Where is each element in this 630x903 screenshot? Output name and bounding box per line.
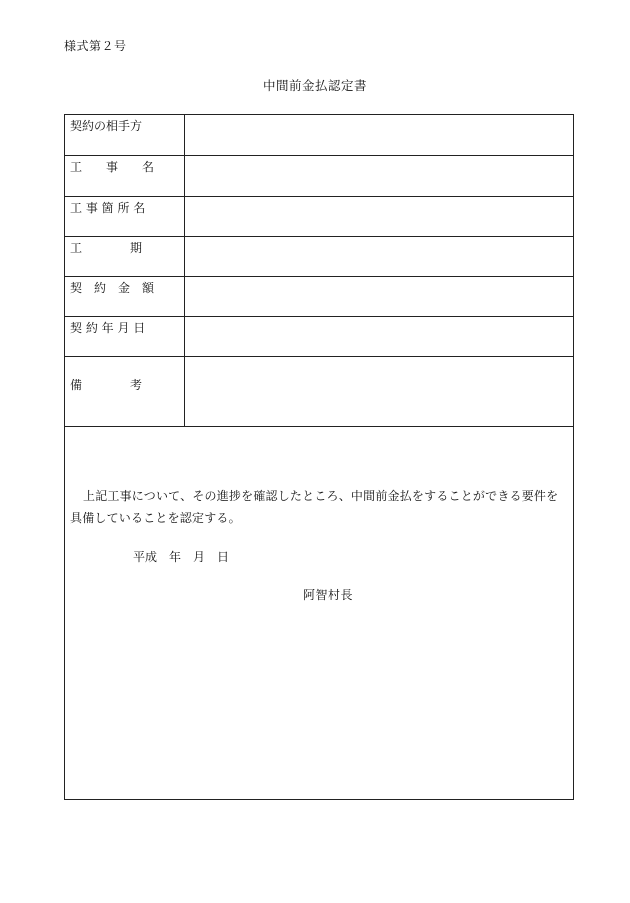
field-label-cell (65, 276, 184, 316)
certification-statement: 上記工事について、その進捗を確認したところ、中間前金払をすることができる要件を具備していることを認定する。 (70, 489, 559, 525)
field-value-cell[interactable] (184, 276, 573, 316)
field-row-project-location (65, 196, 573, 236)
field-label-remarks: 備 考 (70, 377, 143, 392)
field-row-contractor (65, 115, 573, 155)
field-label-cell (65, 196, 184, 236)
form-number: 様式第２号 (64, 39, 127, 53)
field-row-contract-amount (65, 276, 573, 316)
field-value-cell[interactable] (184, 316, 573, 356)
field-label-cell (65, 316, 184, 356)
field-row-project-name (65, 155, 573, 196)
field-label-cell (65, 155, 184, 196)
field-label-cell (65, 115, 184, 155)
field-value-cell[interactable] (184, 236, 573, 276)
field-value-cell[interactable] (184, 356, 573, 426)
field-label-project-location: 工 事 箇 所 名 (70, 200, 146, 215)
certificate-frame (64, 114, 574, 800)
field-row-contract-date (65, 316, 573, 356)
field-row-remarks (65, 356, 573, 426)
field-value-cell[interactable] (184, 196, 573, 236)
field-value-cell[interactable] (184, 155, 573, 196)
field-label-project-name: 工 事 名 (70, 159, 155, 174)
field-label-cell (65, 356, 184, 426)
field-value-cell[interactable] (184, 115, 573, 155)
issuer-name: 阿智村長 (303, 588, 354, 602)
field-label-contract-date: 契 約 年 月 日 (70, 320, 146, 335)
field-label-contractor: 契約の相手方 (70, 119, 143, 133)
certification-date: 平成 年 月 日 (133, 550, 230, 564)
field-label-construction-period: 工 期 (70, 240, 143, 255)
field-row-construction-period (65, 236, 573, 276)
contract-details-table (65, 115, 573, 427)
field-label-contract-amount: 契 約 金 額 (70, 280, 155, 295)
field-label-cell (65, 236, 184, 276)
document-title: 中間前金払認定書 (262, 78, 367, 93)
